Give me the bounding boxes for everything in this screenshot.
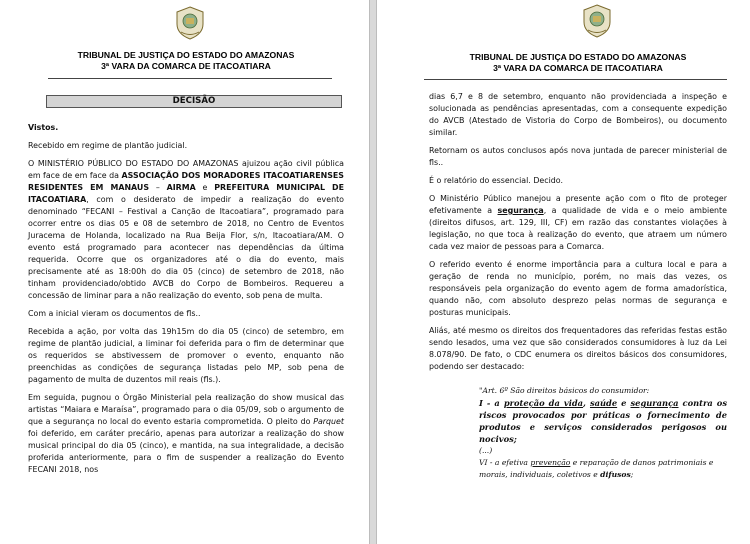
- document-page-right: [376, 0, 750, 544]
- vistos-line: Vistos.: [28, 123, 59, 132]
- quote-intro: "Art. 6º São direitos básicos do consumidor:: [479, 386, 650, 395]
- quote-item-i: I - a proteção da vida, saúde e segurança contra os riscos provocados por práticas o fornecimento de produtos e serviços considerados perigosos ou nocivos;: [479, 398, 728, 444]
- court-seal-icon: [582, 4, 612, 38]
- paragraph: Com a inicial vieram os documentos de fls..: [28, 309, 201, 318]
- paragraph: Retornam os autos conclusos após nova juntada de parecer ministerial de fls..: [429, 146, 727, 167]
- paragraph: Em seguida, pugnou o Órgão Ministerial pela realização do show musical das artistas “Maiara e Maraísa”, programado para o dia 05/09, sob o argumento de que a segurança no local do evento estaria comprometida. O pleito do Parquet foi deferido, em caráter precário, apenas para autorizar a realização do show musical principal do dia 05 (cinco), e mantida, na sua integralidade, a decisão proferida anteriormente, para o fim de suspender a realização do Evento FECANI 2018, nos: [28, 393, 344, 474]
- paragraph: É o relatório do essencial. Decido.: [429, 176, 563, 185]
- paragraph: Recebido em regime de plantão judicial.: [28, 141, 188, 150]
- court-division: 3ª VARA DA COMARCA DE ITACOATIARA: [101, 61, 271, 71]
- court-seal-icon: [175, 6, 205, 40]
- paragraph: Aliás, até mesmo os direitos dos frequentadores das referidas festas estão sendo lesados, uma vez que são considerados consumidores à luz da Lei 8.078/90. De fato, o CDC enumera os direitos básicos dos consumidores, podendo ser destacado:: [429, 326, 727, 371]
- paragraph: O MINISTÉRIO PÚBLICO DO ESTADO DO AMAZONAS ajuizou ação civil pública em face de em face da ASSOCIAÇÃO DOS MORADORES ITACOATIARENSES RESIDENTES EM MANAUS – AIRMA e PREFEITURA MUNICIPAL DE ITACOATIARA, com o desiderato de impedir a realização do evento denominado “FECANI – Festival a Canção de Itacoatiara”, programado para ocorrer entre os dias 05 e 08 de setembro de 2018, no Centro de Eventos Juracema de Holanda, localizado na Rua Beija Flor, s/n, Itacoatiara/AM. O evento está programado para acontecer nas dependências da última requerida. Ocorre que os organizadores até o dia do evento, mais precisamente até as 18:00h do dia 05 (cinco) de setembro de 2018, não tinham providenciado/obtido AVCB do Corpo de Bombeiros. Requereu a concessão de liminar para a não realização do evento, sob pena de multa.: [28, 159, 344, 300]
- decision-heading: DECISÃO: [46, 95, 342, 108]
- court-name: TRIBUNAL DE JUSTIÇA DO ESTADO DO AMAZONAS: [77, 50, 295, 60]
- paragraph: O referido evento é enorme importância para a cultura local e para a geração de renda no município, porém, no mais das vezes, os responsáveis pela organização do evento agem de forma amadorística, quando não, com absoluto desprezo pelas normas de segurança e posturas municipais.: [429, 260, 727, 317]
- paragraph: Recebida a ação, por volta das 19h15m do dia 05 (cinco) de setembro, em regime de plantão judicial, a liminar foi deferida para o fim de determinar que os requeridos se abstivessem de promover o evento, enquanto não preenchidas as condições de segurança listadas pelo MP, sob pena de pagamento de multa de duzentos mil reais (fls.).: [28, 327, 344, 384]
- quote-item-vi: VI - a efetiva prevenção e reparação de danos patrimoniais e morais, individuais, coletivos e difusos;: [479, 458, 714, 479]
- court-name: TRIBUNAL DE JUSTIÇA DO ESTADO DO AMAZONAS: [469, 52, 687, 62]
- quote-ellipsis: (...): [479, 446, 493, 455]
- paragraph: dias 6,7 e 8 de setembro, enquanto não providenciada a inspeção e solucionada as pendências apresentadas, com a consequente expedição do AVCB (Atestado de Vistoria do Corpo de Bombeiros), ou documento similar.: [429, 92, 727, 137]
- paragraph: O Ministério Público manejou a presente ação com o fito de proteger efetivamente a segurança, a qualidade de vida e o meio ambiente (direitos difusos, art. 129, III, CF) em razão das constantes violações à legislação, no que toca à realização do evento, que atraem um número cada vez maior de pessoas para a Comarca.: [429, 194, 727, 251]
- document-page-left: [0, 0, 370, 544]
- legal-quote: [479, 385, 727, 481]
- court-division: 3ª VARA DA COMARCA DE ITACOATIARA: [493, 63, 663, 73]
